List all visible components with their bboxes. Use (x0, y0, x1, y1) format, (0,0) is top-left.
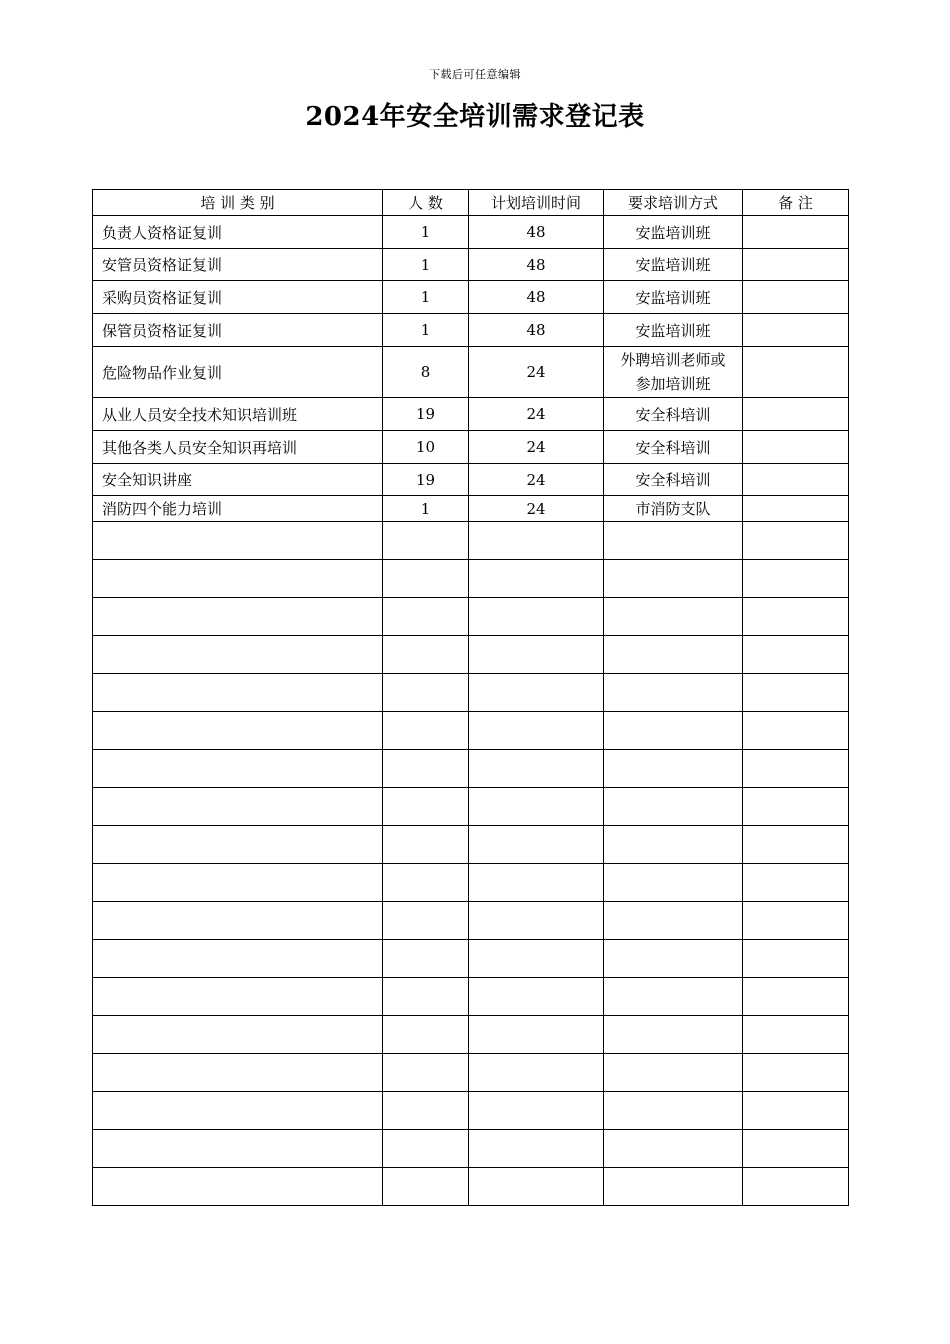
cell-category: 采购员资格证复训 (93, 281, 383, 314)
cell-note (743, 249, 849, 281)
blank-cell (743, 1054, 849, 1092)
blank-cell (743, 978, 849, 1016)
cell-count: 1 (383, 249, 469, 281)
blank-row (93, 788, 849, 826)
cell-method (604, 347, 743, 398)
cell-category: 消防四个能力培训 (93, 496, 383, 522)
blank-row (93, 712, 849, 750)
cell-method: 安监培训班 (604, 314, 743, 347)
page-title: 2024年安全培训需求登记表 (305, 102, 645, 132)
blank-row (93, 750, 849, 788)
blank-cell (93, 864, 383, 902)
cell-hours: 48 (469, 249, 604, 281)
table-row (93, 464, 849, 496)
blank-cell (383, 1016, 469, 1054)
cell-count: 1 (383, 216, 469, 249)
blank-row (93, 674, 849, 712)
blank-cell (383, 1092, 469, 1130)
cell-hours: 48 (469, 216, 604, 249)
blank-row (93, 864, 849, 902)
blank-row (93, 636, 849, 674)
blank-cell (383, 560, 469, 598)
table-row (93, 249, 849, 281)
blank-cell (743, 560, 849, 598)
blank-cell (743, 1092, 849, 1130)
cell-method: 市消防支队 (604, 496, 743, 522)
blank-cell (604, 864, 743, 902)
blank-row (93, 1130, 849, 1168)
blank-cell (469, 522, 604, 560)
blank-cell (469, 560, 604, 598)
blank-row (93, 598, 849, 636)
blank-cell (743, 636, 849, 674)
blank-cell (604, 902, 743, 940)
cell-note (743, 496, 849, 522)
cell-category: 从业人员安全技术知识培训班 (93, 398, 383, 431)
header-count: 人 数 (383, 190, 469, 216)
blank-row (93, 522, 849, 560)
blank-cell (383, 522, 469, 560)
cell-method: 安监培训班 (604, 281, 743, 314)
blank-cell (604, 1054, 743, 1092)
blank-cell (743, 940, 849, 978)
cell-hours: 48 (469, 281, 604, 314)
blank-row (93, 978, 849, 1016)
blank-cell (383, 902, 469, 940)
table-row (93, 496, 849, 522)
blank-cell (604, 522, 743, 560)
blank-cell (93, 598, 383, 636)
blank-cell (383, 978, 469, 1016)
blank-cell (93, 902, 383, 940)
blank-cell (469, 1130, 604, 1168)
cell-note (743, 281, 849, 314)
blank-cell (469, 712, 604, 750)
blank-cell (743, 712, 849, 750)
blank-cell (604, 598, 743, 636)
header-category: 培 训 类 别 (93, 190, 383, 216)
blank-cell (383, 788, 469, 826)
blank-cell (604, 1130, 743, 1168)
blank-cell (383, 1168, 469, 1206)
table-row (93, 281, 849, 314)
table-row (93, 398, 849, 431)
blank-cell (93, 788, 383, 826)
header-method: 要求培训方式 (604, 190, 743, 216)
blank-cell (469, 1054, 604, 1092)
blank-cell (469, 598, 604, 636)
blank-cell (604, 560, 743, 598)
header-note: 备 注 (743, 190, 849, 216)
cell-count: 19 (383, 398, 469, 431)
blank-cell (383, 1054, 469, 1092)
blank-cell (743, 522, 849, 560)
blank-cell (383, 826, 469, 864)
table-row (93, 314, 849, 347)
cell-method: 安监培训班 (604, 216, 743, 249)
cell-method: 安全科培训 (604, 398, 743, 431)
blank-cell (743, 864, 849, 902)
blank-row (93, 1092, 849, 1130)
blank-cell (743, 674, 849, 712)
blank-cell (93, 522, 383, 560)
blank-cell (93, 1092, 383, 1130)
cell-count: 10 (383, 431, 469, 464)
blank-cell (383, 674, 469, 712)
table-row (93, 347, 849, 398)
blank-cell (743, 750, 849, 788)
blank-cell (743, 1168, 849, 1206)
cell-category: 危险物品作业复训 (93, 347, 383, 398)
cell-note (743, 216, 849, 249)
blank-cell (469, 978, 604, 1016)
cell-category: 安全知识讲座 (93, 464, 383, 496)
blank-cell (469, 940, 604, 978)
blank-cell (604, 674, 743, 712)
table-row (93, 216, 849, 249)
blank-cell (93, 750, 383, 788)
blank-cell (383, 940, 469, 978)
cell-count: 1 (383, 314, 469, 347)
blank-cell (93, 560, 383, 598)
cell-method: 安监培训班 (604, 249, 743, 281)
blank-cell (743, 788, 849, 826)
blank-cell (469, 674, 604, 712)
blank-cell (93, 636, 383, 674)
blank-cell (469, 1168, 604, 1206)
cell-category: 安管员资格证复训 (93, 249, 383, 281)
blank-cell (469, 902, 604, 940)
blank-cell (93, 1054, 383, 1092)
cell-method-line1: 外聘培训老师或 (620, 351, 726, 369)
blank-cell (93, 674, 383, 712)
cell-method: 安全科培训 (604, 431, 743, 464)
blank-cell (469, 826, 604, 864)
header-hours: 计划培训时间 (469, 190, 604, 216)
blank-cell (383, 1130, 469, 1168)
cell-note (743, 431, 849, 464)
blank-cell (93, 712, 383, 750)
cell-note (743, 464, 849, 496)
blank-cell (383, 750, 469, 788)
blank-cell (93, 940, 383, 978)
blank-cell (743, 598, 849, 636)
table-row (93, 431, 849, 464)
cell-note (743, 347, 849, 398)
blank-cell (743, 902, 849, 940)
cell-method-line2: 参加培训班 (635, 375, 711, 393)
blank-cell (383, 598, 469, 636)
blank-row (93, 940, 849, 978)
blank-cell (383, 636, 469, 674)
cell-count: 1 (383, 496, 469, 522)
blank-row (93, 826, 849, 864)
blank-cell (604, 978, 743, 1016)
blank-cell (743, 826, 849, 864)
blank-cell (604, 636, 743, 674)
blank-row (93, 560, 849, 598)
cell-category: 其他各类人员安全知识再培训 (93, 431, 383, 464)
blank-cell (743, 1016, 849, 1054)
table-header-row (93, 190, 849, 216)
cell-note (743, 314, 849, 347)
cell-hours: 24 (469, 431, 604, 464)
blank-cell (604, 1168, 743, 1206)
blank-cell (469, 636, 604, 674)
blank-row (93, 902, 849, 940)
blank-cell (93, 978, 383, 1016)
blank-cell (604, 788, 743, 826)
cell-hours: 24 (469, 464, 604, 496)
blank-cell (469, 1016, 604, 1054)
blank-cell (469, 1092, 604, 1130)
blank-cell (604, 940, 743, 978)
blank-cell (604, 1092, 743, 1130)
blank-cell (604, 1016, 743, 1054)
cell-hours: 24 (469, 347, 604, 398)
blank-cell (93, 1130, 383, 1168)
blank-row (93, 1168, 849, 1206)
cell-hours: 24 (469, 496, 604, 522)
training-register-table (92, 189, 849, 1206)
cell-count: 1 (383, 281, 469, 314)
page-header-note: 下载后可任意编辑 (429, 68, 521, 81)
blank-cell (383, 864, 469, 902)
cell-note (743, 398, 849, 431)
blank-cell (383, 712, 469, 750)
blank-cell (604, 712, 743, 750)
cell-count: 19 (383, 464, 469, 496)
blank-cell (604, 750, 743, 788)
cell-hours: 24 (469, 398, 604, 431)
blank-cell (469, 864, 604, 902)
blank-cell (469, 788, 604, 826)
blank-row (93, 1016, 849, 1054)
blank-cell (93, 826, 383, 864)
blank-row (93, 1054, 849, 1092)
cell-hours: 48 (469, 314, 604, 347)
cell-category: 保管员资格证复训 (93, 314, 383, 347)
cell-category: 负责人资格证复训 (93, 216, 383, 249)
cell-count: 8 (383, 347, 469, 398)
blank-cell (469, 750, 604, 788)
cell-method: 安全科培训 (604, 464, 743, 496)
blank-cell (743, 1130, 849, 1168)
blank-cell (93, 1016, 383, 1054)
blank-cell (604, 826, 743, 864)
blank-cell (93, 1168, 383, 1206)
